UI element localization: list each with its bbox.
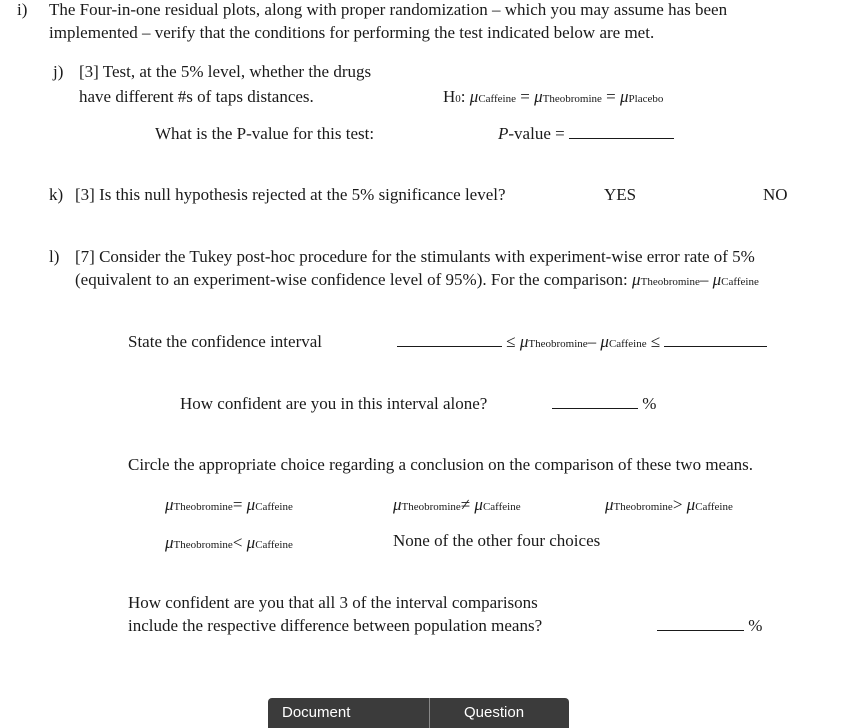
bottom-toolbar xyxy=(268,698,569,728)
question-j-marker: j) xyxy=(53,62,64,81)
question-i-line2: implemented – verify that the conditions for performing the test indicated below are met. xyxy=(49,23,655,42)
question-button[interactable]: Question xyxy=(464,704,525,721)
all3-question-line1: How confident are you that all 3 of the interval comparisons xyxy=(128,593,538,612)
choice-equal[interactable]: μTheobromine= μCaffeine xyxy=(165,495,293,514)
question-l-marker: l) xyxy=(49,247,60,266)
choice-none[interactable]: None of the other four choices xyxy=(393,531,601,550)
question-k-marker: k) xyxy=(49,185,64,204)
question-j-line1: [3] Test, at the 5% level, whether the drugs xyxy=(79,62,372,81)
ci-lower-blank[interactable] xyxy=(397,332,502,347)
confidence-answer: % xyxy=(552,394,656,414)
confidence-blank[interactable] xyxy=(552,394,638,409)
pvalue-answer: P-value = xyxy=(498,124,674,144)
null-hypothesis: H0: μCaffeine = μTheobromine = μPlacebo xyxy=(443,87,664,106)
choice-less[interactable]: μTheobromine< μCaffeine xyxy=(165,533,293,552)
choice-greater[interactable]: μTheobromine> μCaffeine xyxy=(605,495,733,514)
ci-upper-blank[interactable] xyxy=(664,332,767,347)
choice-yes[interactable]: YES xyxy=(604,185,637,204)
pvalue-blank[interactable] xyxy=(569,124,674,139)
question-l-line2: (equivalent to an experiment-wise confidence level of 95%). For the comparison: μTheobromine– μCaffeine xyxy=(75,270,759,289)
ci-label: State the confidence interval xyxy=(128,332,322,351)
question-k-text: [3] Is this null hypothesis rejected at the 5% significance level? xyxy=(75,185,506,204)
choice-not-equal[interactable]: μTheobromine≠ μCaffeine xyxy=(393,495,521,514)
question-i-line1: The Four-in-one residual plots, along with proper randomization – which you may assume has been xyxy=(49,0,728,19)
question-l-line1: [7] Consider the Tukey post-hoc procedure for the stimulants with experiment-wise error rate of 5% xyxy=(75,247,755,266)
document-button[interactable]: Document xyxy=(282,704,351,721)
all3-answer: % xyxy=(657,616,762,636)
all3-blank[interactable] xyxy=(657,616,744,631)
all3-question-line2: include the respective difference between population means? xyxy=(128,616,543,635)
choice-no[interactable]: NO xyxy=(763,185,788,204)
question-i-marker: i) xyxy=(17,0,28,19)
confidence-question: How confident are you in this interval alone? xyxy=(180,394,488,413)
question-j-line2: have different #s of taps distances. xyxy=(79,87,314,106)
toolbar-divider xyxy=(429,698,430,728)
circle-prompt: Circle the appropriate choice regarding a conclusion on the comparison of these two means. xyxy=(128,455,754,474)
ci-expression: ≤ μTheobromine– μCaffeine ≤ xyxy=(397,332,767,352)
pvalue-question: What is the P-value for this test: xyxy=(155,124,375,143)
